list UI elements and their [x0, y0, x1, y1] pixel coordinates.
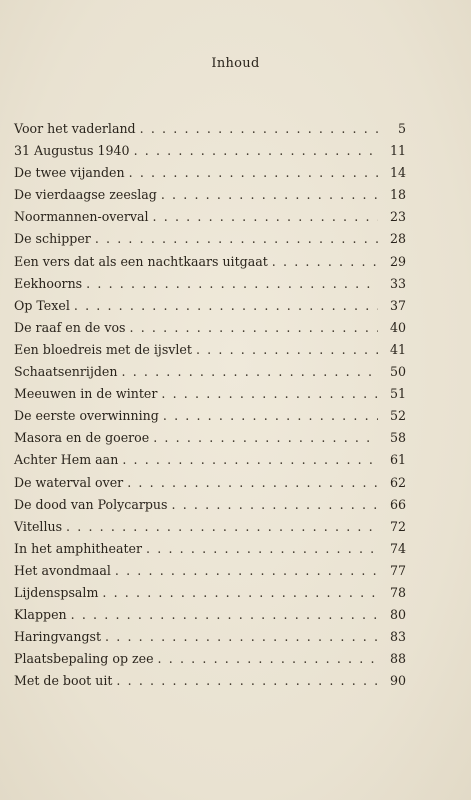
toc-entry-title: Voor het vaderland: [14, 121, 136, 136]
toc-entry: [14, 273, 406, 295]
toc-entry: [14, 582, 406, 604]
toc-entry-title: Met de boot uit: [14, 673, 113, 689]
toc-entry: [14, 494, 406, 516]
toc-entry-title: In het amphitheater: [14, 540, 143, 556]
toc-entry-title: Op Texel: [14, 297, 70, 313]
dot-leader: [272, 251, 378, 273]
toc-entry: [14, 361, 406, 383]
dot-leader: [74, 295, 378, 317]
toc-page-number: 66: [389, 496, 406, 512]
toc-entry-title: Noormannen-overval: [14, 209, 149, 225]
dot-leader: [130, 317, 379, 339]
toc-page-number: 23: [389, 209, 406, 225]
dot-leader: [86, 273, 378, 295]
table-of-contents: [14, 118, 406, 692]
toc-page-number: 18: [389, 187, 406, 203]
toc-entry: [14, 118, 406, 140]
toc-page-number: 5: [397, 121, 406, 136]
toc-page-number: 11: [389, 143, 406, 159]
toc-entry-title: De vierdaagse zeeslag: [14, 187, 157, 203]
dot-leader: [153, 206, 378, 228]
toc-entry-title: Schaatsenrijden: [14, 364, 118, 380]
toc-page-number: 62: [389, 474, 406, 490]
toc-page-number: 29: [389, 253, 406, 269]
toc-entry: [14, 560, 406, 582]
toc-entry: [14, 449, 406, 471]
toc-entry: [14, 648, 406, 670]
toc-entry-title: De schipper: [14, 231, 91, 247]
toc-entry-title: De eerste overwinning: [14, 408, 159, 424]
toc-entry-title: Vitellus: [14, 518, 63, 534]
toc-page-number: 52: [389, 408, 406, 424]
dot-leader: [127, 472, 378, 494]
toc-entry-title: 31 Augustus 1940: [14, 143, 130, 159]
toc-page-number: 61: [389, 452, 406, 468]
toc-entry: [14, 516, 406, 538]
toc-entry-title: Eekhoorns: [14, 275, 83, 291]
toc-page-number: 78: [389, 584, 406, 600]
toc-entry-title: Achter Hem aan: [14, 452, 119, 468]
toc-entry: [14, 295, 406, 317]
toc-page-number: 58: [389, 430, 406, 446]
toc-page-number: 14: [389, 165, 406, 181]
toc-entry: [14, 472, 406, 494]
dot-leader: [102, 582, 378, 604]
toc-entry-title: Masora en de goeroe: [14, 430, 150, 446]
dot-leader: [172, 494, 379, 516]
toc-entry: [14, 339, 406, 361]
toc-entry-title: Haringvangst: [14, 629, 102, 645]
toc-entry-title: Meeuwen in de winter: [14, 386, 158, 402]
toc-page-number: 50: [389, 364, 406, 380]
toc-entry-title: Een vers dat als een nachtkaars uitgaat: [14, 253, 268, 269]
toc-entry-title: Lijdenspsalm: [14, 584, 99, 600]
toc-page-number: 28: [389, 231, 406, 247]
toc-entry: [14, 604, 406, 626]
toc-entry: [14, 427, 406, 449]
toc-entry-title: Plaatsbepaling op zee: [14, 651, 154, 667]
toc-entry-title: Het avondmaal: [14, 562, 111, 578]
toc-entry: [14, 626, 406, 648]
toc-page-number: 74: [389, 540, 406, 556]
dot-leader: [163, 405, 378, 427]
toc-page-number: 88: [389, 651, 406, 667]
dot-leader: [121, 361, 378, 383]
dot-leader: [105, 626, 378, 648]
toc-page-number: 77: [389, 562, 406, 578]
dot-leader: [158, 648, 378, 670]
toc-entry: [14, 251, 406, 273]
dot-leader: [140, 118, 378, 140]
toc-entry: [14, 317, 406, 339]
toc-entry-title: De raaf en de vos: [14, 319, 126, 335]
toc-entry: [14, 538, 406, 560]
toc-entry-title: De waterval over: [14, 474, 124, 490]
toc-entry-title: De twee vijanden: [14, 165, 125, 181]
dot-leader: [71, 604, 378, 626]
toc-entry: [14, 670, 406, 692]
toc-page-number: 90: [389, 673, 406, 689]
dot-leader: [153, 427, 378, 449]
toc-entry-title: Klappen: [14, 607, 67, 623]
dot-leader: [115, 560, 378, 582]
toc-page-number: 72: [389, 518, 406, 534]
dot-leader: [134, 140, 378, 162]
dot-leader: [161, 184, 378, 206]
toc-page-number: 80: [389, 607, 406, 623]
toc-page-number: 40: [389, 319, 406, 335]
toc-entry: [14, 162, 406, 184]
dot-leader: [161, 383, 378, 405]
toc-entry: [14, 405, 406, 427]
toc-page-number: 51: [389, 386, 406, 402]
toc-entry-title: De dood van Polycarpus: [14, 496, 168, 512]
dot-leader: [122, 449, 378, 471]
toc-page-number: 83: [389, 629, 406, 645]
page-title: Inhoud: [211, 56, 260, 71]
toc-entry: [14, 206, 406, 228]
toc-page-number: 41: [389, 341, 406, 357]
dot-leader: [116, 670, 378, 692]
toc-entry: [14, 140, 406, 162]
toc-page-number: 33: [389, 275, 406, 291]
toc-entry-title: Een bloedreis met de ijsvlet: [14, 341, 192, 357]
dot-leader: [129, 162, 378, 184]
toc-entry: [14, 184, 406, 206]
dot-leader: [95, 228, 378, 250]
dot-leader: [146, 538, 378, 560]
dot-leader: [196, 339, 378, 361]
dot-leader: [66, 516, 378, 538]
toc-entry: [14, 383, 406, 405]
toc-entry: [14, 228, 406, 250]
toc-page-number: 37: [389, 297, 406, 313]
